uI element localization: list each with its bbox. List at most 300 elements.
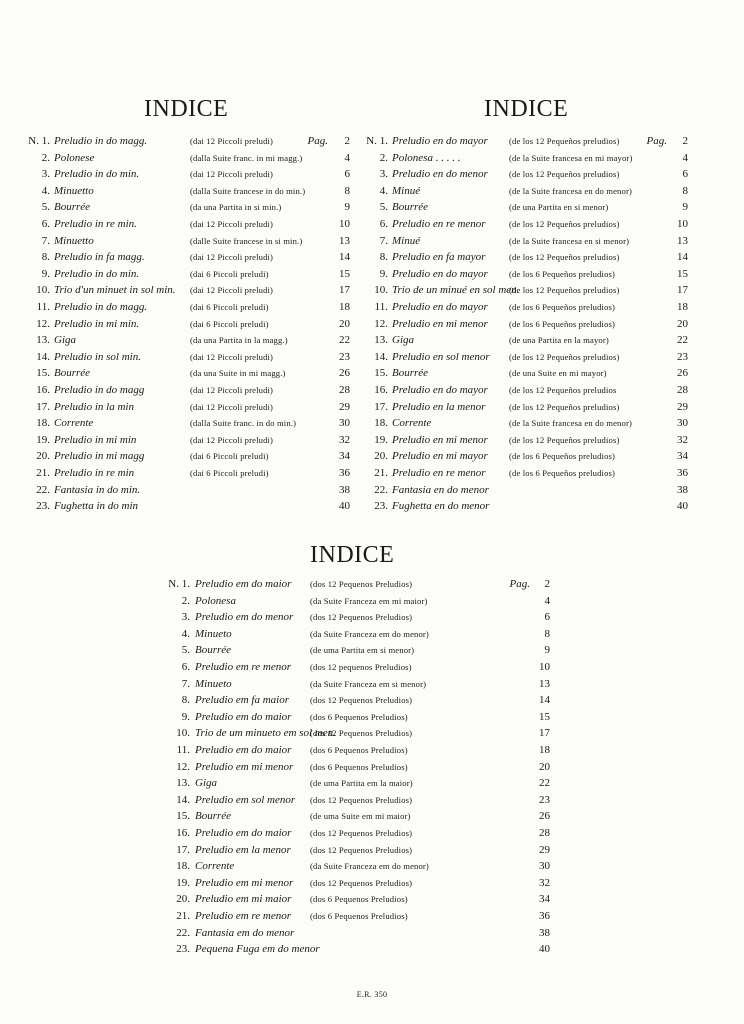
entry-source: (de los 12 Pequeños preludios [509,385,617,395]
entry-row [22,382,350,398]
entry-page: 26 [677,367,688,380]
entry-row [22,199,350,215]
entry-row [354,448,688,464]
entry-page: 26 [339,367,350,380]
index-heading: INDICE [144,96,229,122]
entry-row [354,299,688,315]
entry-row [150,775,550,791]
entry-page: 23 [339,350,350,363]
entry-title: Preludio em do maior [195,744,292,756]
entry-number: 20. [36,450,50,463]
entry-row [22,266,350,282]
entry-row [150,825,550,841]
entry-row [354,266,688,282]
entry-title: Preludio em re menor [195,661,292,673]
entry-title: Preludio in do min. [54,168,140,181]
entry-page: 9 [344,201,350,214]
entry-title: Preludio en mi mayor [392,450,488,463]
entry-row [22,332,350,348]
entry-title: Minuetto [54,234,94,247]
entry-source: (de los 12 Pequeños preludios) [509,252,620,263]
entry-source: (da Suite Franceza em do menor) [310,861,429,872]
entry-number: 18. [36,417,50,430]
entry-row [150,659,550,675]
entry-row [354,282,688,298]
entry-title: Bourrée [54,201,91,214]
entry-source: (de la Suite francesa en do menor) [509,418,632,429]
entry-number: 2. [41,151,50,164]
entry-page: 30 [339,417,350,430]
entry-title: Trio d'un minuet in sol min. [54,284,176,297]
entry-row [22,498,350,514]
entry-source: (de los 12 Pequeños preludios) [509,401,620,412]
entry-number: 5. [379,201,388,214]
entry-number: 23. [36,500,50,513]
entry-source: (da Suite Franceza em mi maior) [310,595,428,606]
entry-title: Minueto [195,677,232,690]
entry-row [354,482,688,498]
entry-source: (de los 6 Pequeños preludios) [509,302,616,312]
entry-title: Preludio en do menor [392,168,488,181]
entry-row [150,626,550,642]
entry-page: 32 [677,433,688,446]
entry-row [150,842,550,858]
entry-title: Giga [392,334,414,347]
entry-row [22,282,350,298]
entry-row [150,576,550,592]
entry-source: (dai 12 Piccoli preludi) [190,219,274,229]
entry-page: 13 [539,677,550,690]
entry-page: 22 [677,334,688,347]
entry-title: Minué [392,184,421,197]
entry-number: 13. [176,777,190,790]
entry-title: Fughetta in do min [54,500,139,513]
page-label: Pag. [307,135,328,147]
entry-source: (de los 6 Pequeños preludios) [509,451,616,462]
entry-number: 5. [41,201,50,214]
entry-source: (dai 6 Piccoli preludi) [190,451,269,462]
entry-row [354,349,688,365]
entry-number: 8. [181,694,190,707]
entry-row [150,908,550,924]
entry-row [150,759,550,775]
entry-row [22,150,350,166]
entry-number: 10. [374,284,388,297]
entry-page: 6 [544,611,550,624]
page-label: Pag. [509,578,530,590]
entry-row [354,316,688,332]
entry-page: 38 [677,483,688,496]
entry-page: 18 [677,301,688,313]
entry-number: 20. [374,450,388,463]
entry-page: 14 [539,694,550,707]
entry-row [354,465,688,481]
entry-row [22,233,350,249]
entry-page: 6 [344,168,350,181]
entry-number: 22. [36,483,50,496]
entry-title: Preludio em do menor [195,611,294,624]
entry-title: Preludio em fa maior [195,694,289,707]
entry-page: 32 [339,433,350,446]
entry-title: Bourrée [392,201,429,214]
entry-page: 14 [677,251,688,264]
entry-number: 7. [181,677,190,690]
entry-title: Preludio in fa magg. [54,251,145,264]
entry-source: (dai 12 Piccoli preludi) [190,285,274,296]
entry-page: 9 [682,201,688,214]
entry-number: 23. [176,943,190,956]
entry-row [354,382,688,398]
entry-row [354,249,688,265]
entry-source: (de uma Partita em la maior) [310,778,413,789]
entry-page: 30 [677,417,688,430]
entry-title: Preludio em do maior [195,710,292,723]
entry-page: 29 [677,400,688,413]
entry-row [354,399,688,415]
entry-source: (dos 12 Pequenos Preludios) [310,877,413,888]
entry-number: 3. [379,168,388,181]
entry-title: Giga [195,777,217,790]
entry-page: 18 [339,301,350,313]
entry-page: 4 [544,594,550,607]
entry-number: 2. [181,594,190,607]
entry-page: 10 [339,218,350,230]
entry-page: 4 [682,151,688,164]
entry-source: (de los 12 Pequeños preludios) [509,351,620,362]
entry-source: (de una Partita en si menor) [509,202,609,213]
entry-title: Minueto [195,627,232,640]
entry-source: (dai 12 Piccoli preludi) [190,434,274,445]
entry-row [22,183,350,199]
entry-number: 19. [374,433,388,446]
entry-title: Pequena Fuga em do menor [195,943,320,956]
entry-title: Minuetto [54,184,94,197]
entry-page: 38 [539,926,550,939]
entry-row [354,432,688,448]
entry-source: (dos 12 Pequenos Preludios) [310,695,413,706]
entry-row [22,216,350,232]
entry-source: (dos 12 Pequenos Preludios) [310,612,413,623]
entry-number: 7. [41,234,50,247]
entry-page: 28 [339,384,350,396]
entry-number: N. 1. [28,135,50,147]
entry-source: (dai 12 Piccoli preludi) [190,351,274,362]
entry-page: 8 [544,627,550,640]
entry-title: Preludio em la menor [195,843,291,856]
entry-row [22,465,350,481]
entry-number: 8. [41,251,50,264]
entry-row [22,316,350,332]
entry-title: Preludio em re menor [195,910,292,922]
entry-source: (dai 12 Piccoli preludi) [190,401,274,412]
index-spanish [354,96,688,526]
entry-title: Bourrée [54,367,91,380]
entry-source: (de los 12 Pequeños preludios) [509,434,620,445]
entry-source: (dai 6 Piccoli preludi) [190,268,269,279]
entry-page: 40 [339,500,350,513]
entry-row [22,448,350,464]
entry-number: 13. [374,334,388,347]
entry-number: 4. [41,184,50,197]
entry-title: Fantasia em do menor [195,926,295,939]
entry-source: (de una Partita en la mayor) [509,335,609,346]
entry-number: 10. [36,284,50,297]
entry-source: (de los 6 Pequeños preludios) [509,318,616,329]
entry-number: 14. [36,350,50,363]
entry-number: 12. [176,760,190,773]
entry-row [150,642,550,658]
entry-title: Preludio em sol menor [195,793,296,806]
entry-source: (de la Suite francesa en do menor) [509,185,632,196]
entry-row [150,891,550,907]
entry-row [354,332,688,348]
entry-page: 23 [539,793,550,806]
entry-source: (dos 12 Pequenos Preludios) [310,728,413,739]
entry-title: Preludio en fa mayor [392,251,486,264]
index-italian [22,96,350,526]
entry-title: Bourrée [195,810,232,823]
entry-page: 40 [677,500,688,513]
entry-number: 16. [176,827,190,839]
entry-row [22,432,350,448]
entry-source: (dos 12 pequenos Preludios) [310,662,412,672]
entry-title: Corrente [392,417,432,430]
entry-row [150,925,550,941]
entry-title: Preludio en sol menor [392,350,490,363]
entry-number: 21. [374,467,388,479]
entry-title: Trio de um minueto em sol men. [195,727,336,740]
entry-source: (de la Suite francesa en si menor) [509,235,630,246]
entry-number: 15. [374,367,388,380]
entry-page: 29 [539,843,550,856]
entry-number: 22. [176,926,190,939]
index-heading: INDICE [484,96,569,122]
entry-number: 9. [379,267,388,280]
entry-page: 4 [344,151,350,164]
entry-title: Preludio en la menor [392,400,486,413]
entry-row [22,482,350,498]
entry-source: (da Suite Franceza em do menor) [310,628,429,639]
entry-number: 11. [36,301,50,313]
entry-title: Preludio in do magg. [54,301,148,313]
entry-page: 9 [544,644,550,657]
entry-row [150,941,550,957]
entry-source: (dos 12 Pequenos Preludios) [310,794,413,805]
entry-page: 20 [339,317,350,330]
entry-number: 6. [41,218,50,230]
entry-source: (dai 12 Piccoli preludi) [190,385,274,395]
entry-page: 17 [339,284,350,297]
entry-title: Preludio in do magg. [54,135,148,147]
entry-row [150,875,550,891]
entry-title: Minué [392,234,421,247]
entry-source: (de los 12 Pequeños preludios) [509,285,620,296]
entry-source: (dalla Suite francese in do min.) [190,185,306,196]
entry-row [150,709,550,725]
entry-title: Preludio em mi menor [195,876,294,889]
entry-number: 7. [379,234,388,247]
entry-number: 18. [374,417,388,430]
entry-title: Polonese [54,151,95,164]
entry-row [150,609,550,625]
entry-title: Fantasia in do min. [54,483,141,496]
entry-page: 13 [339,234,350,247]
entry-row [150,725,550,741]
entry-source: (dos 6 Pequenos Preludios) [310,894,408,905]
entry-page: 28 [539,827,550,839]
entry-page: 15 [339,267,350,280]
entry-source: (da Suite Franceza em si menor) [310,678,427,689]
entry-page: 38 [339,483,350,496]
entry-page: 22 [339,334,350,347]
entry-source: (de uma Suite em mi maior) [310,811,411,822]
entry-row [22,133,350,149]
entry-source: (dos 6 Pequenos Preludios) [310,711,408,722]
entry-source: (dos 6 Pequenos Preludios) [310,911,408,921]
entry-row [354,133,688,149]
entry-row [150,808,550,824]
entry-page: 36 [339,467,350,479]
entry-source: (de los 6 Pequeños preludios) [509,268,616,279]
entry-title: Preludio in mi min [54,433,137,446]
entry-source: (dos 6 Pequenos Preludios) [310,745,408,755]
entry-source: (dai 12 Piccoli preludi) [190,136,274,146]
entry-row [354,199,688,215]
entry-page: 20 [539,760,550,773]
entry-number: 11. [176,744,190,756]
entry-source: (dalla Suite franc. in do min.) [190,418,297,429]
entry-page: 13 [677,234,688,247]
entry-title: Preludio in do magg [54,384,145,396]
entry-source: (de la Suite francesa en mi mayor) [509,152,633,163]
entry-page: 2 [682,135,688,147]
entry-number: 6. [379,218,388,230]
entry-number: 14. [176,793,190,806]
entry-row [354,183,688,199]
entry-title: Corrente [54,417,94,430]
entry-title: Preludio em do maior [195,827,292,839]
entry-page: 15 [677,267,688,280]
entry-source: (dos 12 Pequenos Preludios) [310,844,413,855]
entry-title: Preludio em mi maior [195,893,292,906]
entry-title: Preludio en re menor [392,467,486,479]
entry-number: 12. [36,317,50,330]
entry-source: (dos 12 Pequenos Preludios) [310,828,413,838]
entry-source: (dai 6 Piccoli preludi) [190,468,269,478]
entry-source: (de los 6 Pequeños preludios) [509,468,616,478]
entry-number: 15. [36,367,50,380]
entry-page: 22 [539,777,550,790]
entry-number: 9. [41,267,50,280]
entry-row [150,676,550,692]
entry-page: 28 [677,384,688,396]
entry-page: 14 [339,251,350,264]
entry-page: 20 [677,317,688,330]
entry-title: Preludio in mi magg [54,450,145,463]
entry-number: 15. [176,810,190,823]
entry-page: 8 [344,184,350,197]
entry-page: 36 [539,910,550,922]
entry-page: 23 [677,350,688,363]
entry-page: 32 [539,876,550,889]
entry-title: Preludio en do mayor [392,267,488,280]
entry-source: (da una Suite in mi magg.) [190,368,286,379]
catalog-number: E.R. 350 [356,990,388,999]
entry-source: (da una Partita in la magg.) [190,335,288,346]
entry-source: (de los 12 Pequeños preludios) [509,136,620,146]
entry-row [22,249,350,265]
entry-source: (da una Partita in si min.) [190,202,282,213]
entry-row [150,692,550,708]
entry-number: 12. [374,317,388,330]
entry-number: 17. [36,400,50,413]
entry-title: Fantasia en do menor [392,483,489,496]
entry-page: 6 [682,168,688,181]
entry-source: (dai 12 Piccoli preludi) [190,169,274,180]
entry-number: N. 1. [168,578,190,590]
entry-number: 16. [374,384,388,396]
entry-title: Polonesa [195,594,236,607]
entry-page: 10 [539,661,550,673]
entry-number: 5. [181,644,190,657]
entry-row [22,166,350,182]
entry-number: 18. [176,860,190,873]
entry-row [354,415,688,431]
entry-number: 8. [379,251,388,264]
entry-number: 4. [379,184,388,197]
entry-page: 26 [539,810,550,823]
entry-number: 9. [181,710,190,723]
entry-source: (dos 6 Pequenos Preludios) [310,761,408,772]
entry-title: Preludio en mi menor [392,433,488,446]
entry-title: Bourrée [195,644,232,657]
entry-title: Preludio en mi menor [392,317,488,330]
entry-row [354,166,688,182]
entry-row [22,365,350,381]
entry-page: 36 [677,467,688,479]
entry-page: 10 [677,218,688,230]
entry-row [22,349,350,365]
entry-source: (dai 6 Piccoli preludi) [190,302,269,312]
entry-row [354,365,688,381]
entry-row [354,233,688,249]
entry-page: 8 [682,184,688,197]
index-heading: INDICE [310,542,395,568]
entry-page: 18 [539,744,550,756]
entry-source: (dos 12 Pequenos Preludios) [310,579,413,589]
entry-page: 2 [344,135,350,147]
entry-source: (dalle Suite francese in si min.) [190,235,303,246]
entry-row [354,150,688,166]
entry-title: Trio de un minué en sol men. [392,284,520,297]
entry-number: 21. [176,910,190,922]
entry-source: (dai 12 Piccoli preludi) [190,252,274,263]
entry-page: 34 [677,450,688,463]
entry-title: Preludio en do mayor [392,135,488,147]
entry-number: 14. [374,350,388,363]
entry-title: Giga [54,334,76,347]
entry-title: Preludio in la min [54,400,134,413]
entry-row [150,858,550,874]
entry-number: 4. [181,627,190,640]
entry-number: 17. [374,400,388,413]
entry-number: 11. [374,301,388,313]
entry-source: (de uma Partita em si menor) [310,645,415,656]
entry-title: Preludio en re menor [392,218,486,230]
entry-title: Preludio in re min [54,467,135,479]
entry-page: 34 [339,450,350,463]
entry-row [150,593,550,609]
